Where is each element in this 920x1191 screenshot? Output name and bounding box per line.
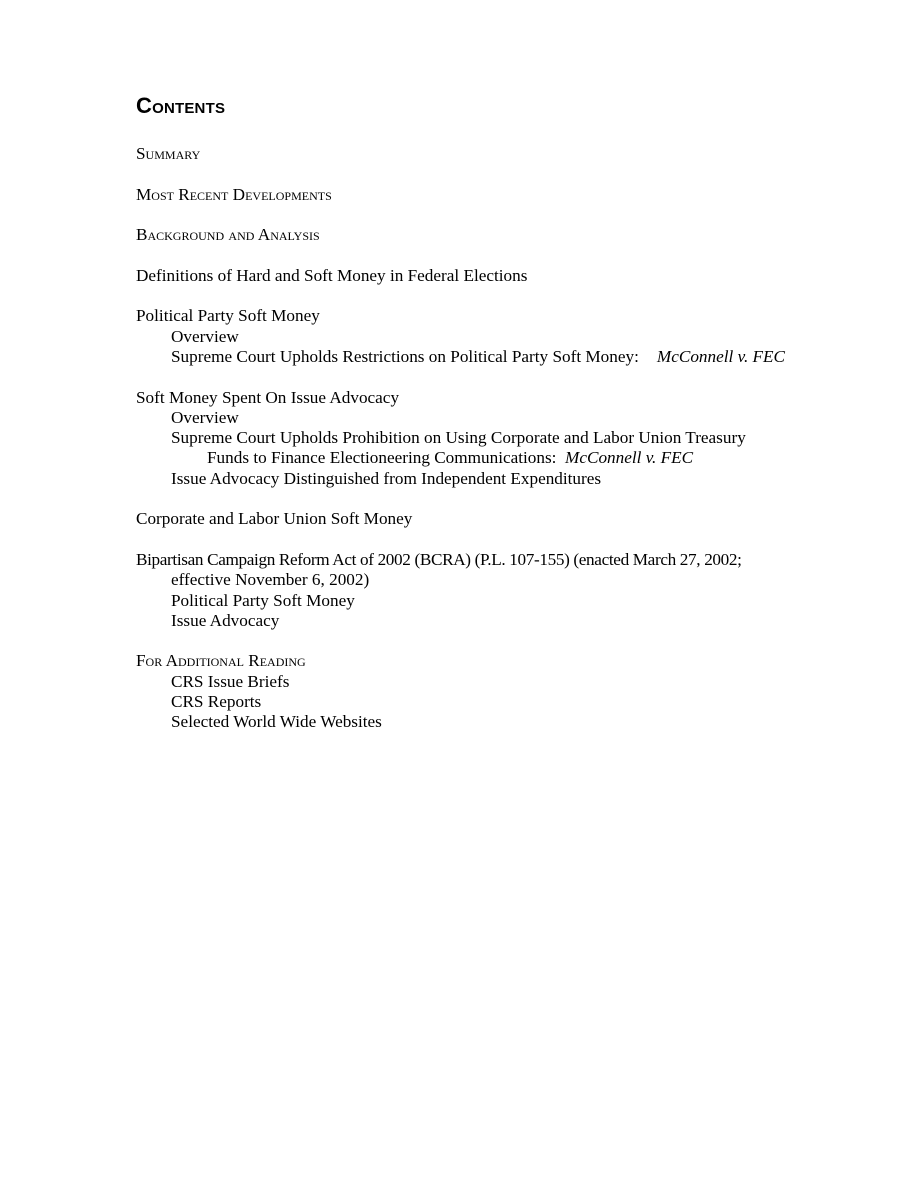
toc-entry-most-recent-developments[interactable]: Most Recent Developments xyxy=(136,184,332,204)
toc-section-most-recent xyxy=(136,185,796,205)
toc-entry-background-and-analysis[interactable]: Background and Analysis xyxy=(136,225,320,245)
toc-entry-corporate-labor[interactable]: Corporate and Labor Union Soft Money xyxy=(136,509,413,529)
toc-section-additional-reading xyxy=(136,651,796,732)
toc-entry-party-court-text: Supreme Court Upholds Restrictions on Political Party Soft Money: xyxy=(171,346,639,366)
toc-entry-party-court-ruling[interactable] xyxy=(136,347,796,367)
table-of-contents xyxy=(136,92,796,753)
toc-section-background xyxy=(136,225,796,245)
toc-entry-issue-court-text: Funds to Finance Electioneering Communications: xyxy=(207,448,557,468)
toc-entry-bcra-line1[interactable]: Bipartisan Campaign Reform Act of 2002 (BCRA) (P.L. 107-155) (enacted March 27, 2002; xyxy=(136,549,742,569)
toc-entry-summary[interactable]: Summary xyxy=(136,144,201,163)
toc-section-bcra xyxy=(136,550,796,631)
toc-entry-bcra-line2[interactable]: effective November 6, 2002) xyxy=(171,570,370,590)
toc-entry-crs-issue-briefs[interactable]: CRS Issue Briefs xyxy=(171,671,290,691)
toc-entry-bcra-party[interactable]: Political Party Soft Money xyxy=(171,590,355,610)
toc-section-party-soft-money xyxy=(136,306,796,367)
toc-entry-party-overview[interactable]: Overview xyxy=(171,326,239,346)
toc-section-summary xyxy=(136,144,796,164)
toc-section-definitions xyxy=(136,266,796,286)
toc-entry-websites[interactable]: Selected World Wide Websites xyxy=(171,712,382,732)
toc-entry-party-court-case: McConnell v. FEC xyxy=(656,346,785,366)
toc-entry-issue-court-case: McConnell v. FEC xyxy=(565,448,694,468)
toc-entry-party-soft-money[interactable]: Political Party Soft Money xyxy=(136,306,320,326)
toc-entry-issue-court-line1[interactable]: Supreme Court Upholds Prohibition on Using Corporate and Labor Union Treasury xyxy=(171,428,746,448)
toc-entry-issue-overview[interactable]: Overview xyxy=(171,407,239,427)
toc-entry-additional-reading[interactable]: For Additional Reading xyxy=(136,651,306,671)
toc-entry-issue-distinguished[interactable]: Issue Advocacy Distinguished from Independent Expenditures xyxy=(171,468,602,488)
toc-section-issue-advocacy xyxy=(136,388,796,489)
toc-entry-issue-advocacy[interactable]: Soft Money Spent On Issue Advocacy xyxy=(136,387,400,407)
page-title: Contents xyxy=(136,93,226,118)
toc-entry-bcra-issue[interactable]: Issue Advocacy xyxy=(171,610,280,630)
toc-entry-crs-reports[interactable]: CRS Reports xyxy=(171,692,262,712)
toc-section-corporate xyxy=(136,509,796,529)
toc-entry-issue-court-line2[interactable] xyxy=(136,448,796,468)
toc-entry-definitions[interactable]: Definitions of Hard and Soft Money in Federal Elections xyxy=(136,265,528,285)
